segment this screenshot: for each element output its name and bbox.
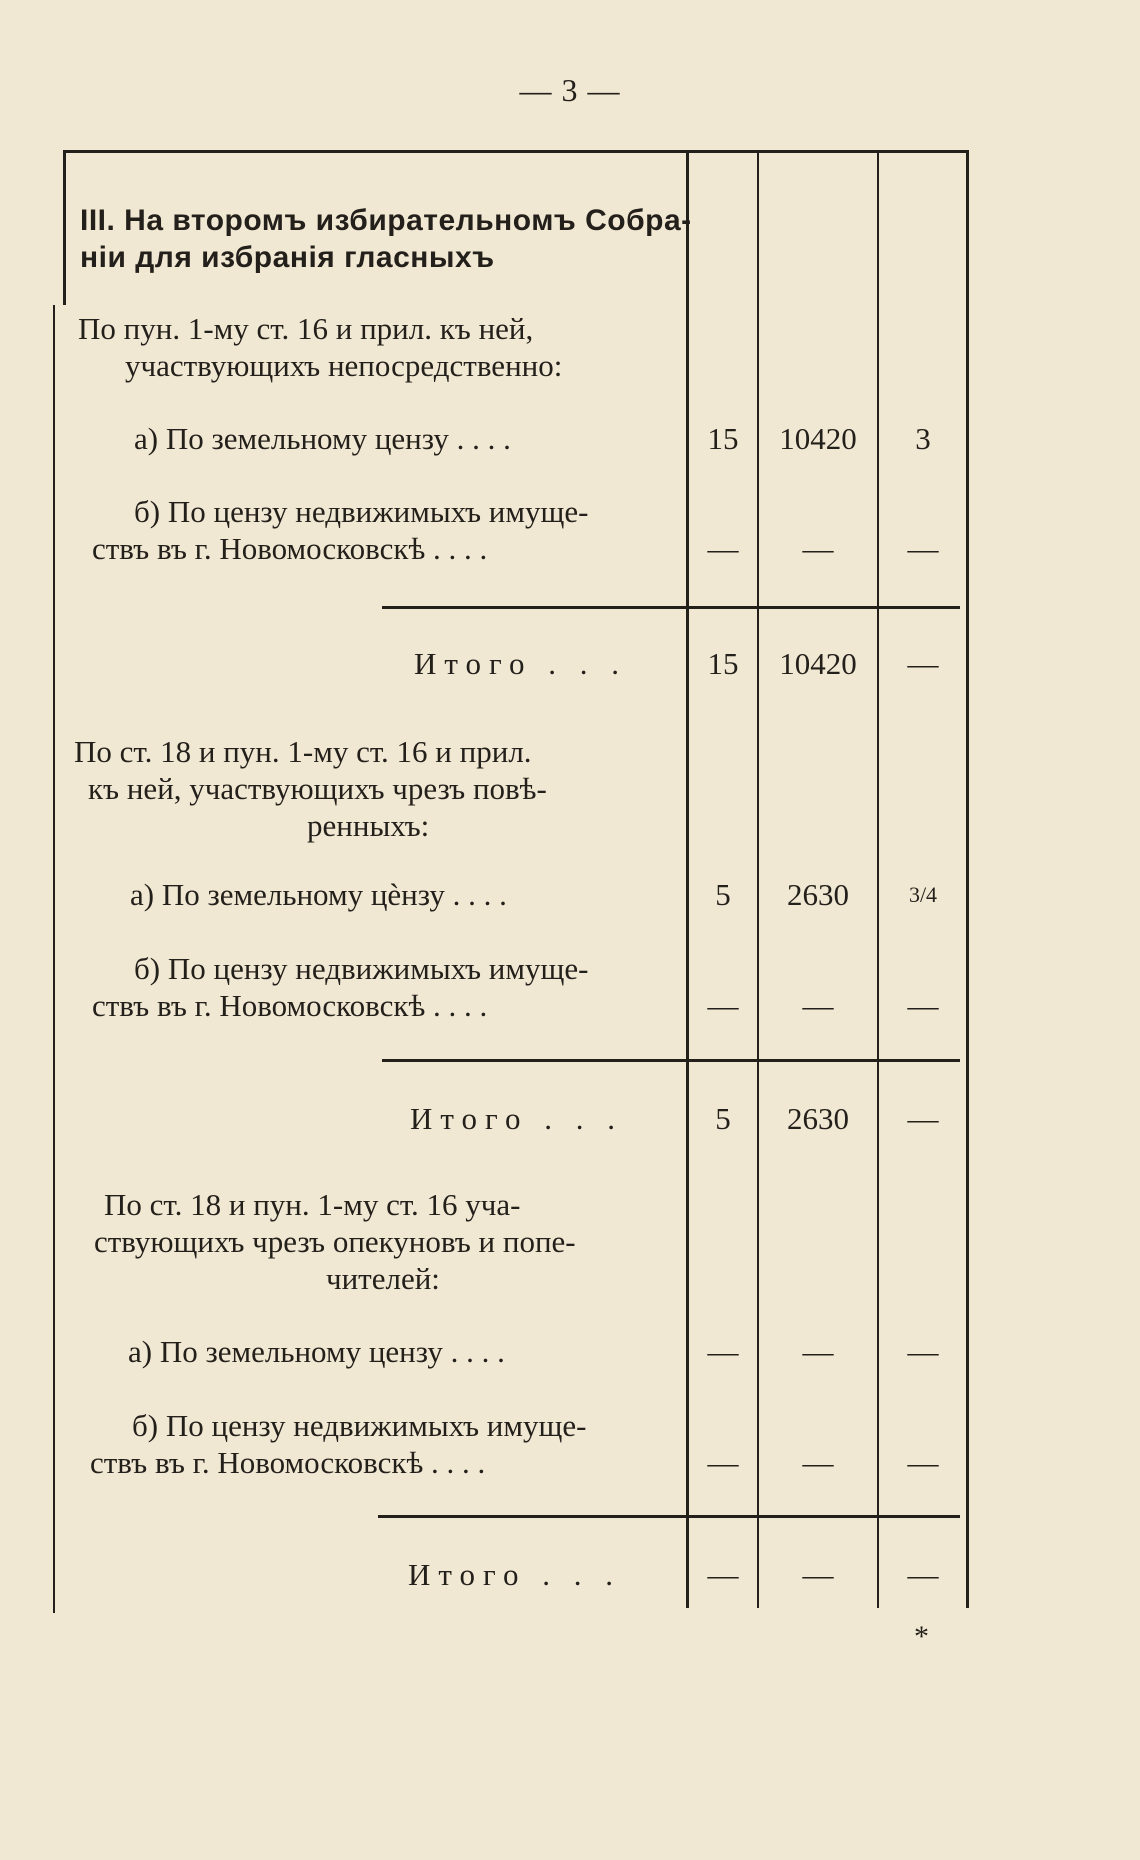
cell: — [907,531,939,566]
group-intro: По пун. 1-му ст. 16 и прил. къ ней, участвующихъ непосредственно: [78,311,563,383]
row-label: а) По земельному цензу . . . . [134,421,511,456]
cell: — [907,1557,939,1592]
cell: 2630 [787,1101,849,1136]
cell: — [907,1334,939,1369]
cell: — [802,1557,834,1592]
cell: 3 [915,421,931,456]
cell: 5 [715,1101,731,1136]
cell: 5 [715,877,731,912]
total-rule-2 [382,1059,960,1062]
cell: — [907,1445,939,1480]
cell: 10420 [779,421,857,456]
row-label: а) По земельному цензу . . . . [128,1334,505,1369]
cell: — [707,1334,739,1369]
row-label: б) По цензу недвижимыхъ имуще- ствъ въ г. Новомосковскѣ . . . . [92,494,589,566]
section-heading: III. На второмъ избирательномъ Собра- ніи для избранія гласныхъ [80,204,692,274]
cell: — [707,531,739,566]
cell: — [802,988,834,1023]
table-left-rule [63,150,66,305]
cell: — [802,531,834,566]
total-label: Итого . . . [414,646,627,681]
group-intro: По ст. 18 и пун. 1-му ст. 16 и прил. къ ней, участвующихъ чрезъ повѣ- ренныхъ: [74,734,547,843]
total-rule-1 [382,606,960,609]
group-intro: По ст. 18 и пун. 1-му ст. 16 уча- ствующихъ чрезъ опекуновъ и попе- чителей: [94,1187,576,1296]
table-left-rule-lower [53,305,55,1613]
row-label: б) По цензу недвижимыхъ имуще- ствъ въ г. Новомосковскѣ . . . . [90,1408,587,1480]
cell: 3/4 [908,882,938,907]
total-label: Итого . . . [408,1557,621,1592]
table-top-rule [64,150,966,153]
cell: — [907,988,939,1023]
total-rule-3 [378,1515,960,1518]
cell: 10420 [779,646,857,681]
footer-mark: * [914,1620,929,1653]
cell: — [907,646,939,681]
row-label: а) По земельному цѐнзу . . . . [130,877,507,912]
cell: 2630 [787,877,849,912]
cell: — [907,1101,939,1136]
row-label: б) По цензу недвижимыхъ имуще- ствъ въ г. Новомосковскѣ . . . . [92,951,589,1023]
cell: — [707,988,739,1023]
cell: 15 [707,421,739,456]
page-number: — 3 — [519,72,621,108]
cell: — [802,1334,834,1369]
total-label: Итого . . . [410,1101,623,1136]
cell: — [802,1445,834,1480]
cell: 15 [707,646,739,681]
cell: — [707,1445,739,1480]
cell: — [707,1557,739,1592]
